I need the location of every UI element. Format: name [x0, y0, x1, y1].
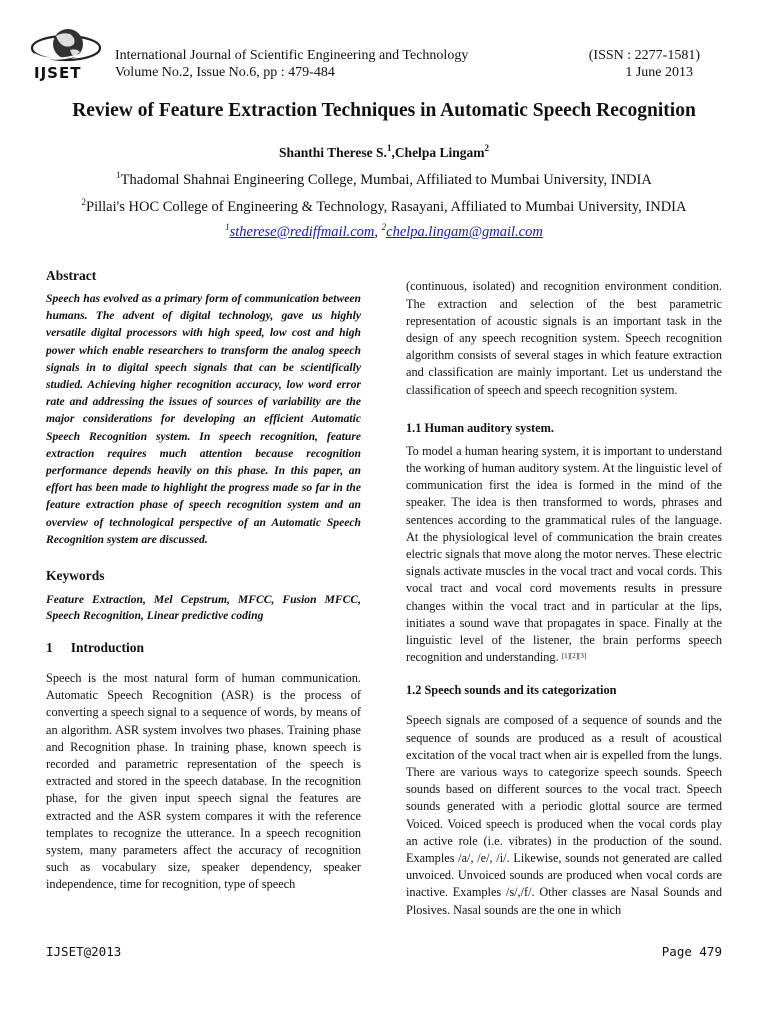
email-link-1[interactable]: stherese@rediffmail.com — [229, 224, 375, 240]
section-1-2-heading: 1.2 Speech sounds and its categorization — [406, 683, 617, 698]
right-column — [406, 266, 722, 931]
author-1-sup: 1 — [386, 143, 392, 153]
section-1-1-heading: 1.1 Human auditory system. — [406, 420, 554, 435]
affiliation-1: $^1$Thadomal Shahnai Engineering College, Mumbai, Affiliated to Mumbai University, INDIA — [116, 170, 652, 188]
intro-heading: 1 Introduction — [46, 640, 145, 656]
keywords-text: Feature Extraction, Mel Cepstrum, MFCC, Fusion MFCC, Speech Recognition, Linear predictive coding — [46, 593, 361, 623]
author-2: Chelpa Lingam — [394, 145, 485, 160]
keywords-heading: Keywords — [46, 568, 105, 584]
issn: (ISSN : 2277-1581) — [588, 48, 700, 63]
abstract-heading: Abstract — [46, 268, 97, 283]
author-separator: , — [391, 145, 395, 160]
journal-name: International Journal of Scientific Engineering and Technology — [115, 48, 469, 63]
intro-continued: (continuous, isolated) and recognition environment condition. The extraction and selection of the best parametric representation of acoustic signals is an important task in the design of any speech recognition system. Speech recognition algorithm consists of several stages in which feature extraction and classification are mainly important. Let us understand the classification of speech and speech recognition system. — [406, 279, 722, 397]
affiliation-2: $^2$Pillai's HOC College of Engineering & Technology, Rasayani, Affiliated to Mumbai University, INDIA — [81, 197, 687, 215]
volume-info: Volume No.2, Issue No.6, pp : 479-484 — [115, 65, 335, 80]
section-1-1-text: To model a human hearing system, it is important to understand the working of human auditory system. At the linguistic level of communication first the idea is formed in the mind of the speaker. The idea is then transformed to words, phrases and sentences according to the grammatical rules of the language. At the physiological level of communication the brain creates electric signals that move along the motor nerves. These electric signals activate muscles in the vocal tract and vocal cords. This vocal tract and vocal cord movements results in pressure changes within the vocal tract and in particular at the lips, initiates a sound wave that propagates in space. Finally at the linguistic level of the listener, the brain performs speech recognition and understanding. [1][2][3] — [406, 443, 722, 665]
footer-copyright: IJSET@2013 — [46, 944, 122, 959]
email-link-2[interactable]: chelpa.lingam@gmail.com — [386, 224, 543, 240]
citation: [1][2][3] — [561, 652, 587, 661]
section-1-2-text: Speech signals are composed of a sequence of sounds and the sequence of sounds are produced as a result of acoustical excitation of the vocal tract when air is expelled from the lungs. There are various ways to categorize speech sounds. Speech sounds based on different sources to the vocal tract. Speech sounds generated with a periodic glottal source are termed Voiced. Voiced speech is produced when the vocal cords play an active role (i.e. vibrates) in the production of the sound. Examples /a/, /e/, /i/. Likewise, sounds not generated are called unvoiced. Unvoiced sounds are produced when vocal cords are inactive. Examples /s/,/f/. Other classes are Nasal Sounds and Plosives. Nasal sounds are the one in which — [406, 713, 722, 917]
intro-text: Speech is the most natural form of human communication. Automatic Speech Recognition (ASR) is the process of converting a speech signal to a sequence of words, by means of an algorithm. ASR system involves two phases. Training phase and Recognition phase. In training phase, known speech is recorded and parametric representation of the speech is extracted and stored in the speech database. In the recognition phase, for the given input speech signal the features are extracted and the ASR system compares it with the reference templates to recognize the utterance. In a speech recognition system, many parameters affect the accuracy of recognition such as vocabulary size, speaker dependency, speaker independence, time for recognition, type of speech — [46, 671, 361, 892]
paper-title: Review of Feature Extraction Techniques in Automatic Speech Recognition — [72, 100, 696, 121]
author-1: Shanthi Therese S. — [279, 145, 387, 160]
logo-text: IJSET — [34, 64, 82, 82]
author-2-sup: 2 — [484, 143, 489, 153]
author-emails: $^1$stherese@rediffmail.com, $^2$chelpa.lingam@gmail.com — [225, 222, 543, 240]
page-number: Page 479 — [661, 944, 722, 959]
publication-date: 1 June 2013 — [625, 65, 693, 80]
abstract-text: Speech has evolved as a primary form of communication between humans. The advent of digital technology, gave us highly versatile digital processors with high speed, low cost and high power which enable researchers to transform the analog speech signals in to digital speech signals that can be scientifically studied. Achieving higher recognition accuracy, low word error rate and addressing the issues of sources of variability are the major considerations for developing an efficient Automatic Speech Recognition system. In speech recognition, feature extraction requires much attention because recognition performance depends heavily on this phase. In this paper, an effort has been made to highlight the progress made so far in the feature extraction phase of speech recognition system and an overview of technological perspective of an Automatic Speech Recognition system are discussed. — [46, 292, 361, 546]
left-column — [46, 268, 361, 906]
journal-logo — [26, 26, 106, 84]
author-line — [0, 145, 768, 161]
